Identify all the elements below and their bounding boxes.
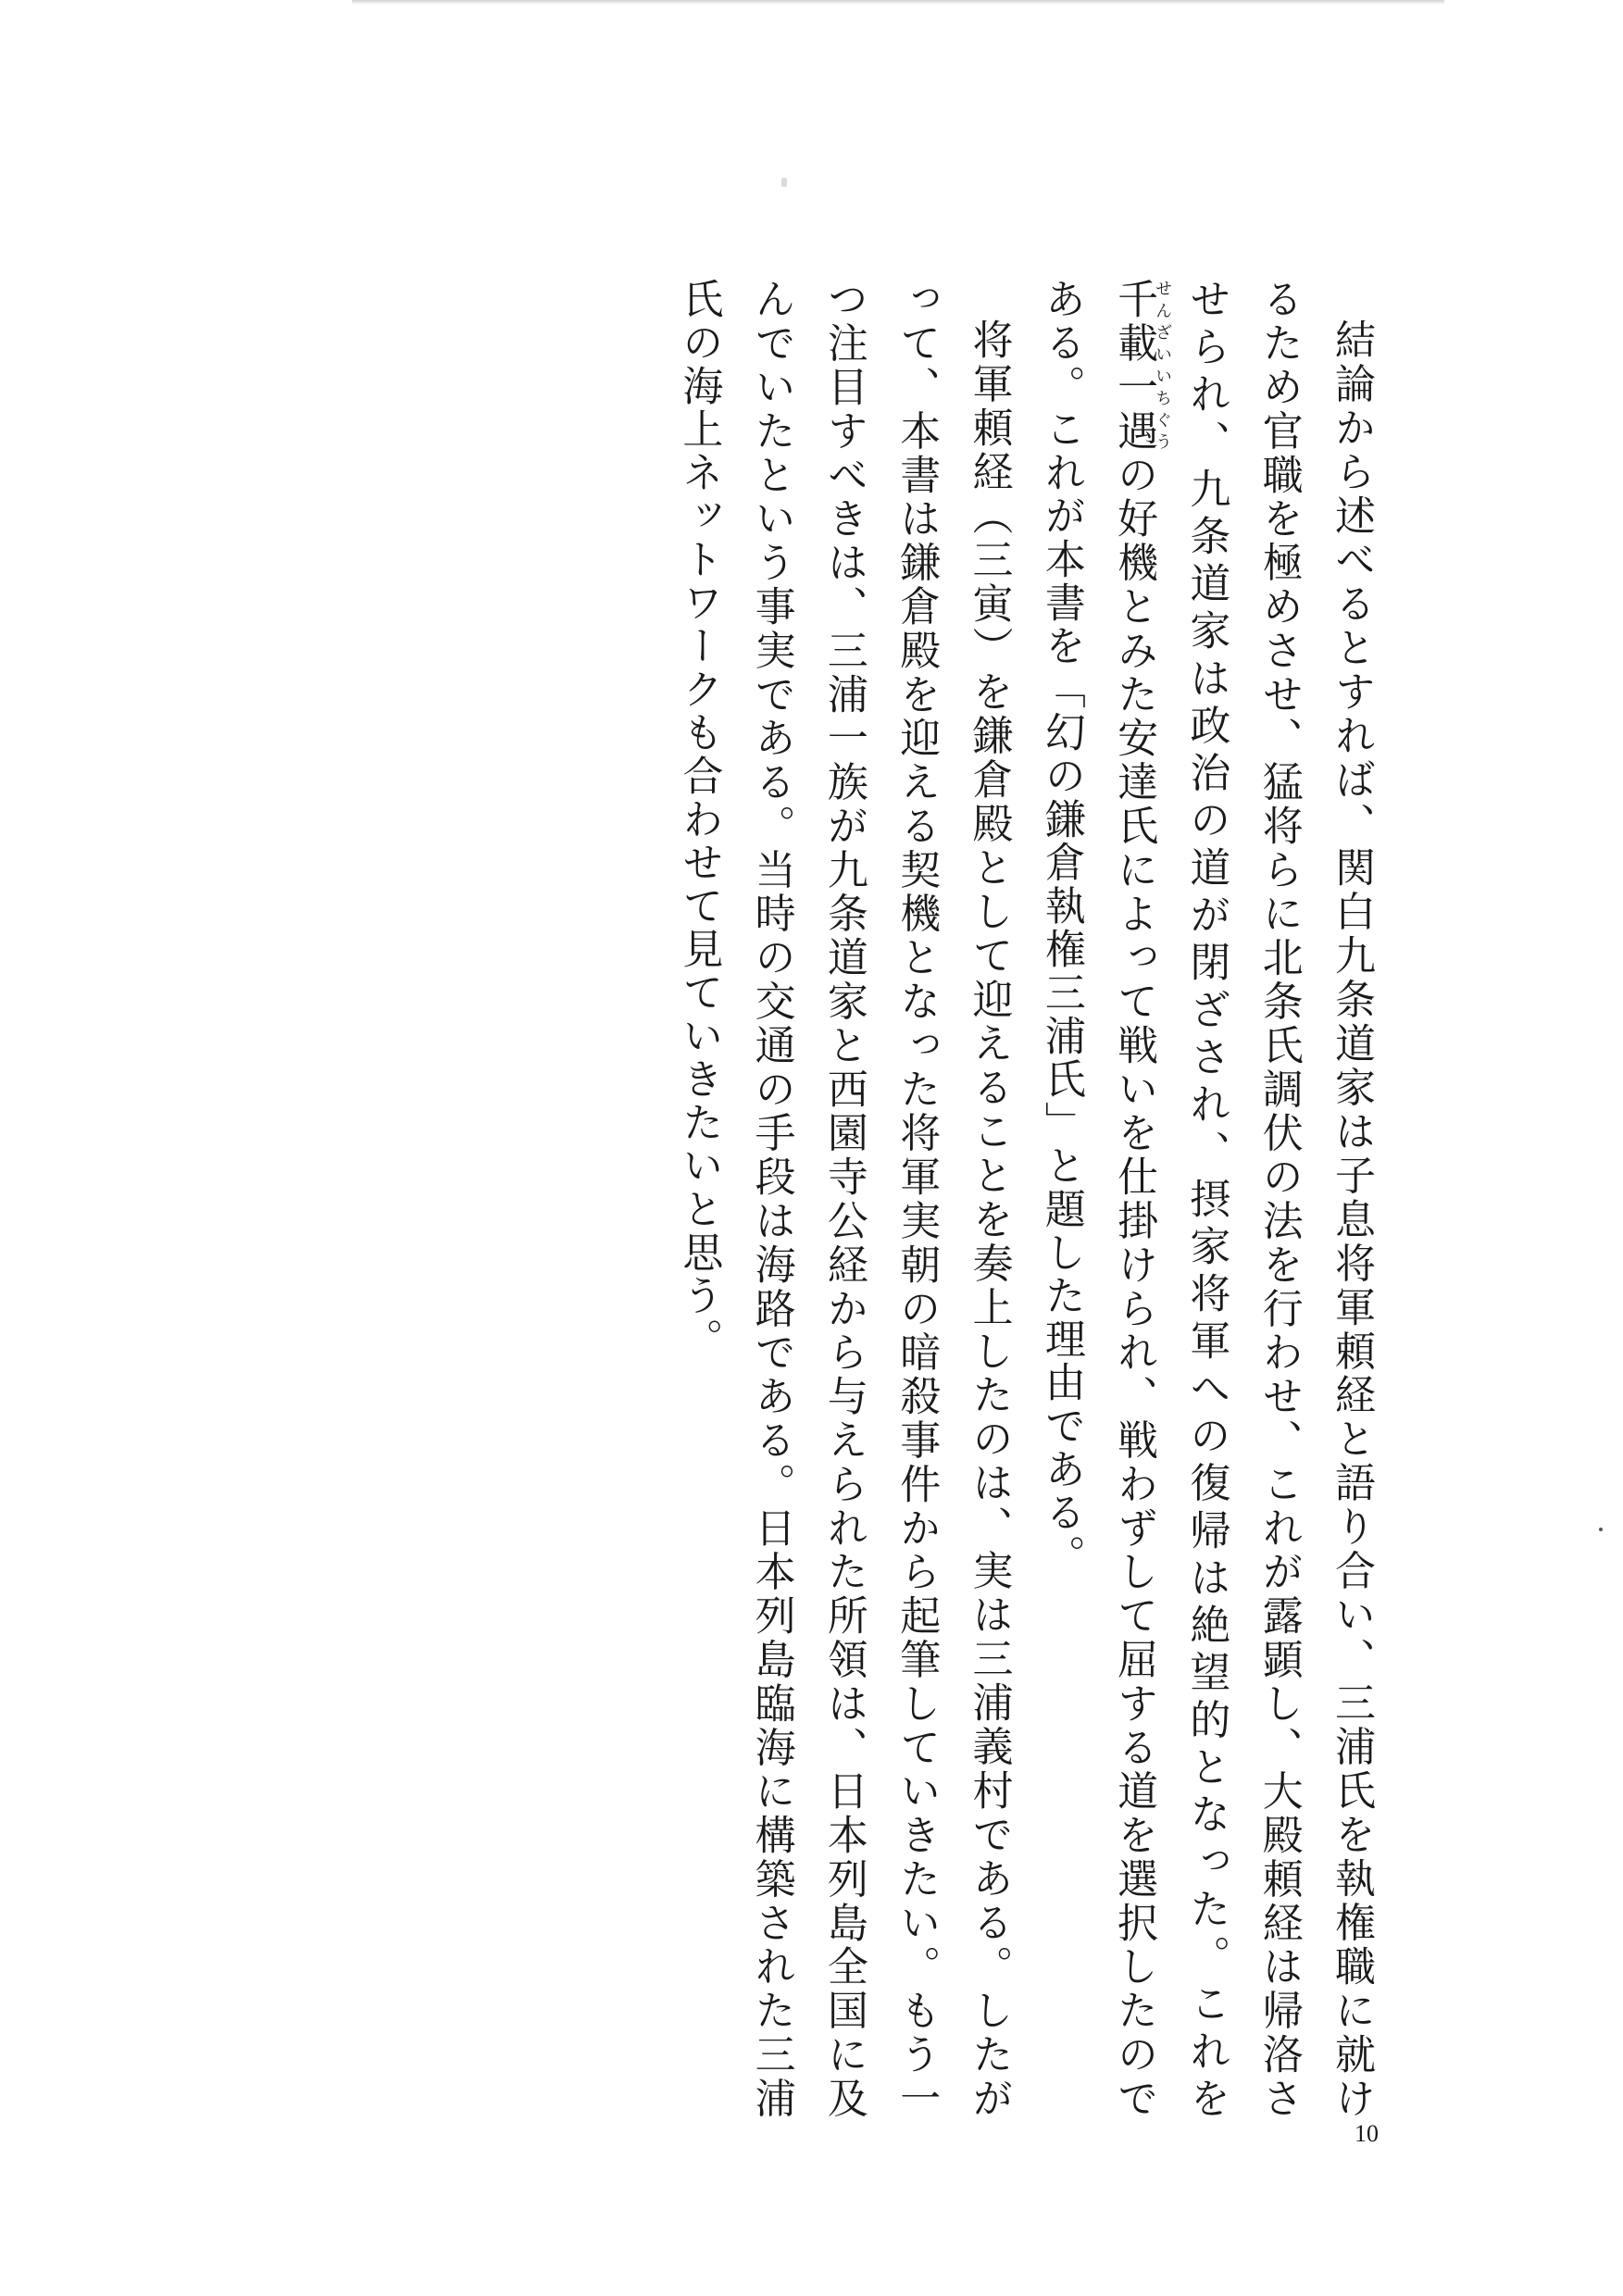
scan-speck [781, 178, 787, 187]
page-number: 10 [1355, 2120, 1379, 2147]
ruby-reading: せんざいいちぐう [1153, 278, 1173, 453]
ruby-base: 千載一遇 [1110, 278, 1158, 454]
paragraph-1 [1025, 278, 1387, 2120]
body-text [461, 278, 1387, 2120]
ruby-term [1110, 278, 1173, 454]
scan-top-edge [352, 0, 1444, 5]
scan-dot [1599, 1528, 1603, 1531]
paragraph-2 [662, 278, 1024, 2120]
paragraph-1-text-b: の好機とみた安達氏によって戦いを仕掛けられ、戦わずして屈する道を選択したのである。これが本書を「幻の鎌倉執権三浦氏」と題した理由である。 [1037, 278, 1158, 2121]
paragraph-1-text-a: 結論から述べるとすれば、関白九条道家は子息将軍頼経と語り合い、三浦氏を執権職に就けるため官職を極めさせ、猛将らに北条氏調伏の法を行わせ、これが露顕し、大殿頼経は帰洛させられ、九条道家は政治の道が閉ざされ、摂家将軍への復帰は絶望的となった。これを [1182, 278, 1375, 2120]
paragraph-2-text: 将軍頼経（三寅）を鎌倉殿として迎えることを奏上したのは、実は三浦義村である。したがって、本書は鎌倉殿を迎える契機となった将軍実朝の暗殺事件から起筆していきたい。もう一つ注目すべきは、三浦一族が九条道家と西園寺公経から与えられた所領は、日本列島全国に及んでいたという事実である。当時の交通の手段は海路である。日本列島臨海に構築された三浦氏の海上ネットワークも合わせて見ていきたいと思う。 [675, 278, 1013, 2120]
